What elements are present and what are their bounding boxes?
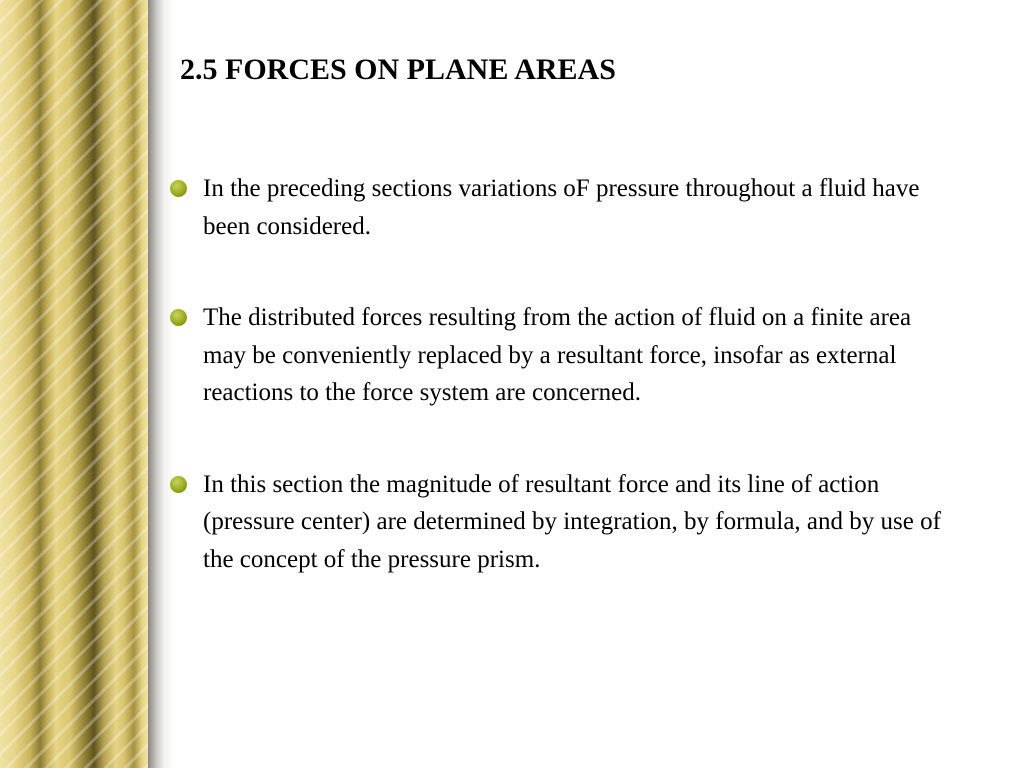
bullet-list xyxy=(166,170,956,578)
bullet-text: In the preceding sections variations oF pressure throughout a fluid have been considered. xyxy=(203,175,920,240)
bullet-item xyxy=(166,466,956,579)
bullet-dot-icon xyxy=(170,180,187,197)
decorative-border xyxy=(0,0,148,768)
bullet-item xyxy=(166,299,956,412)
slide-title: 2.5 FORCES ON PLANE AREAS xyxy=(180,53,616,86)
bullet-item xyxy=(166,170,956,245)
bullet-text: The distributed forces resulting from the action of fluid on a finite area may be conveniently replaced by a resultant force, insofar as external reactions to the force system are concerned. xyxy=(203,304,912,406)
bullet-dot-icon xyxy=(170,476,187,493)
bullet-dot-icon xyxy=(170,309,187,326)
bullet-text: In this section the magnitude of resultant force and its line of action (pressure center) are determined by integration, by formula, and by use of the concept of the pressure prism. xyxy=(203,470,941,573)
